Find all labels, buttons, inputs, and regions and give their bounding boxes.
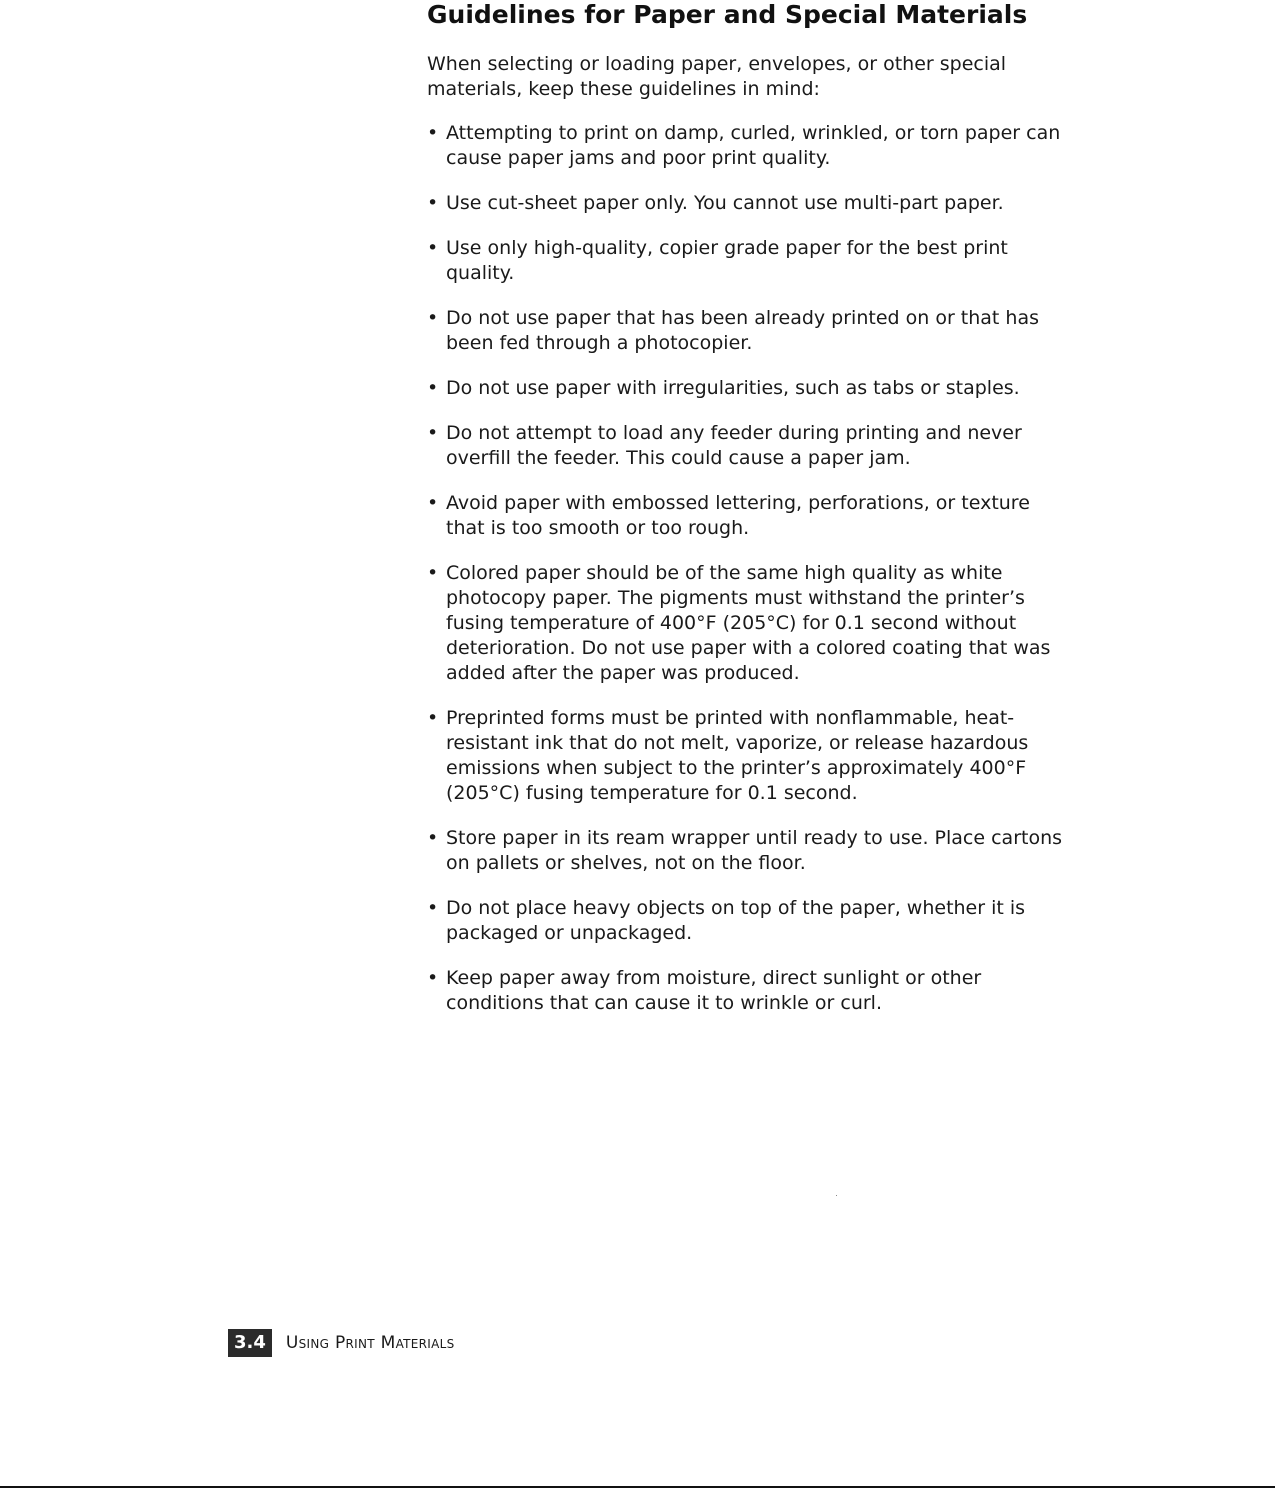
guideline-item — [427, 121, 1067, 171]
bullet-icon: • — [427, 192, 439, 214]
bullet-icon: • — [427, 967, 439, 989]
guideline-text: Preprinted forms must be printed with nonflammable, heat-resistant ink that do not melt, vaporize, or release hazardous emissions when subject to the printer’s approximately 400°F (205°C) fusing temperature for 0.1 second. — [446, 707, 1029, 804]
guideline-item — [427, 236, 1067, 286]
bullet-icon: • — [427, 422, 439, 444]
bullet-icon: • — [427, 377, 439, 399]
guideline-text: Do not place heavy objects on top of the paper, whether it is packaged or unpackaged. — [446, 897, 1026, 944]
guideline-text: Use only high-quality, copier grade paper for the best print quality. — [446, 237, 1008, 284]
bullet-icon: • — [427, 237, 439, 259]
guideline-text: Do not attempt to load any feeder during printing and never overfill the feeder. This could cause a paper jam. — [446, 422, 1022, 469]
bullet-icon: • — [427, 122, 439, 144]
scan-speck — [836, 1195, 837, 1196]
page-footer — [228, 1329, 455, 1357]
bullet-icon: • — [427, 562, 439, 584]
bullet-icon: • — [427, 492, 439, 514]
guideline-item — [427, 561, 1067, 686]
guideline-item — [427, 826, 1067, 876]
bullet-icon: • — [427, 307, 439, 329]
page-number-badge: 3.4 — [228, 1329, 272, 1357]
page-title: Guidelines for Paper and Special Materials — [427, 0, 1028, 29]
intro-paragraph: When selecting or loading paper, envelopes, or other special materials, keep these guidelines in mind: — [427, 53, 1007, 100]
guideline-item — [427, 706, 1067, 806]
guideline-text: Attempting to print on damp, curled, wrinkled, or torn paper can cause paper jams and poor print quality. — [446, 122, 1061, 169]
guideline-text: Colored paper should be of the same high quality as white photocopy paper. The pigments must withstand the printer’s fusing temperature of 400°F (205°C) for 0.1 second without deterioration. Do not use paper with a colored coating that was added after the paper was produced. — [446, 562, 1051, 684]
guideline-item — [427, 191, 1067, 216]
guidelines-list — [427, 121, 1067, 1036]
footer-section-title: Using Print Materials — [285, 1333, 455, 1353]
guideline-text: Store paper in its ream wrapper until ready to use. Place cartons on pallets or shelves, not on the floor. — [446, 827, 1063, 874]
guideline-text: Avoid paper with embossed lettering, perforations, or texture that is too smooth or too rough. — [446, 492, 1030, 539]
bullet-icon: • — [427, 897, 439, 919]
guideline-item — [427, 306, 1067, 356]
guideline-item — [427, 491, 1067, 541]
guideline-item — [427, 896, 1067, 946]
bullet-icon: • — [427, 707, 439, 729]
guideline-text: Do not use paper that has been already printed on or that has been fed through a photocopier. — [446, 307, 1040, 354]
bullet-icon: • — [427, 827, 439, 849]
guideline-item — [427, 421, 1067, 471]
guideline-item — [427, 376, 1067, 401]
guideline-item — [427, 966, 1067, 1016]
guideline-text: Do not use paper with irregularities, such as tabs or staples. — [446, 377, 1020, 399]
bottom-rule — [0, 1486, 1275, 1488]
guideline-text: Use cut-sheet paper only. You cannot use multi-part paper. — [446, 192, 1004, 214]
guideline-text: Keep paper away from moisture, direct sunlight or other conditions that can cause it to wrinkle or curl. — [446, 967, 982, 1014]
